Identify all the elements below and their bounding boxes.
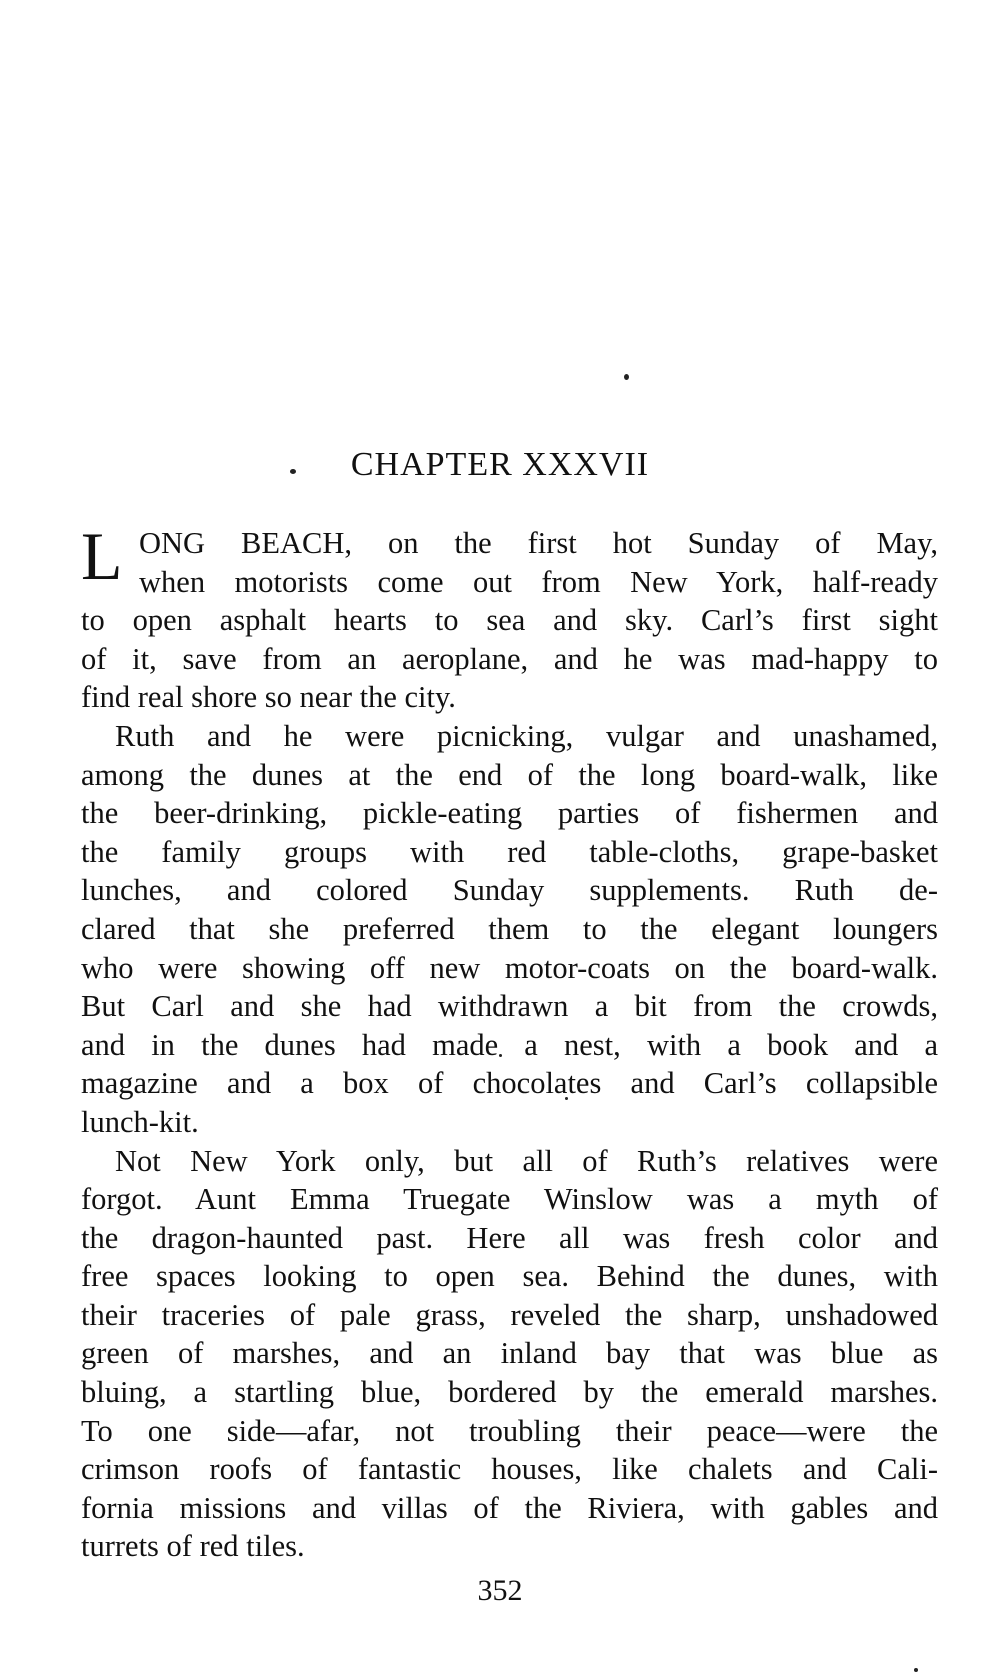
chapter-title: CHAPTER XXXVII [350, 446, 650, 483]
text-line: their traceries of pale grass, reveled the sharp, unshadowed [81, 1297, 938, 1332]
ink-speck [914, 1668, 918, 1672]
text-line: lunches, and colored Sunday supplements. Ruth de- [81, 873, 938, 908]
text-line: clared that she preferred them to the elegant loungers [81, 911, 938, 946]
text-line: free spaces looking to open sea. Behind the dunes, with [81, 1259, 938, 1294]
text-line: the family groups with red table-cloths, grape-basket [81, 834, 938, 869]
paragraph [81, 717, 938, 1142]
text-line: ONG BEACH, on the first hot Sunday of May, [139, 526, 938, 560]
text-line: to open asphalt hearts to sea and sky. Carl’s first sight [81, 603, 938, 638]
text-line: of it, save from an aeroplane, and he was mad-happy to [81, 641, 938, 676]
paragraph [81, 1142, 938, 1567]
text-line: magazine and a box of chocolates and Carl’s collapsible [81, 1066, 938, 1101]
text-line: forgot. Aunt Emma Truegate Winslow was a myth of [81, 1182, 938, 1217]
text-line: lunch-kit. [81, 1104, 199, 1139]
text-line: among the dunes at the end of the long board-walk, like [81, 757, 938, 792]
page-number: 352 [477, 1574, 523, 1607]
text-line: bluing, a startling blue, bordered by the emerald marshes. [81, 1375, 938, 1410]
text-line: find real shore so near the city. [81, 680, 456, 715]
ink-speck [624, 374, 629, 380]
text-line: the beer-drinking, pickle-eating parties of fishermen and [81, 796, 938, 831]
text-line: crimson roofs of fantastic houses, like chalets and Cali- [81, 1452, 938, 1487]
text-line: fornia missions and villas of the Riviera, with gables and [81, 1490, 938, 1525]
paragraph [81, 518, 938, 717]
text-line: when motorists come out from New York, half-ready [139, 564, 938, 599]
text-line: Ruth and he were picnicking, vulgar and unashamed, [115, 718, 938, 753]
text-line: green of marshes, and an inland bay that was blue as [81, 1336, 938, 1371]
text-line: To one side—afar, not troubling their peace—were the [81, 1413, 938, 1448]
text-line: turrets of red tiles. [81, 1529, 305, 1564]
text-line: But Carl and she had withdrawn a bit from the crowds, [81, 989, 938, 1024]
body-text [81, 518, 938, 1566]
text-line: Not New York only, but all of Ruth’s relatives were [115, 1143, 938, 1178]
text-line: and in the dunes had made a nest, with a book and a [81, 1027, 938, 1062]
drop-cap: L [81, 518, 123, 594]
text-line: the dragon-haunted past. Here all was fresh color and [81, 1220, 938, 1255]
text-line: who were showing off new motor-coats on the board-walk. [81, 950, 938, 985]
